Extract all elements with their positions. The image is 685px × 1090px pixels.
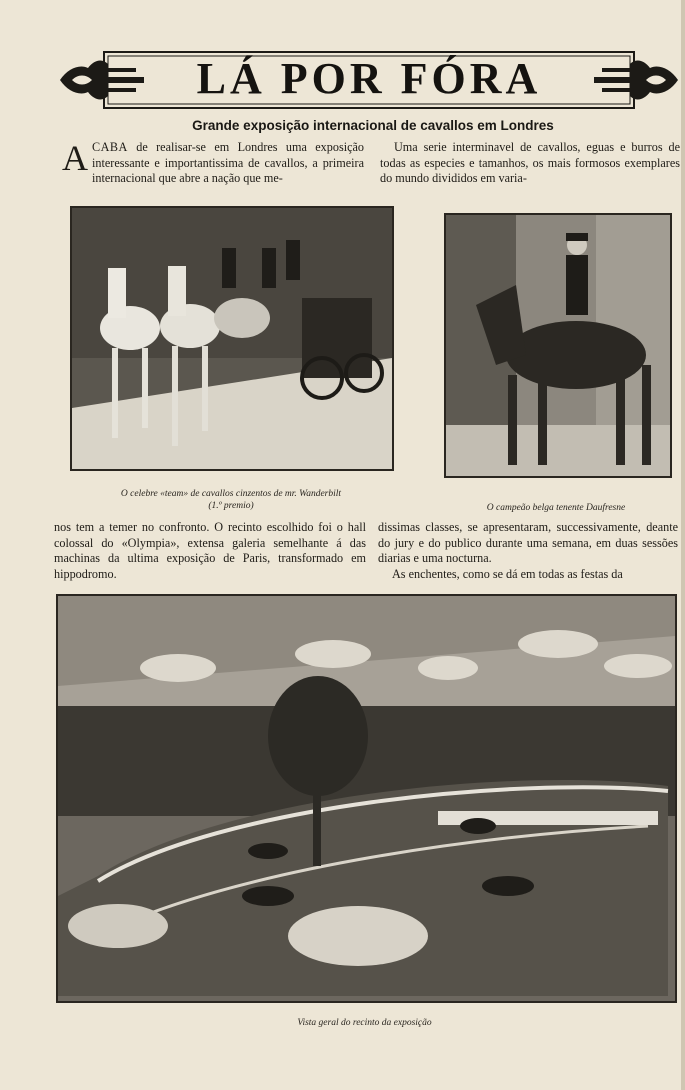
middle-right-column bbox=[378, 520, 678, 582]
page-edge bbox=[681, 0, 685, 1090]
middle-left-text: nos tem a temer no confronto. O recinto escolhido foi o hall colossal do «Olympia», extensa galeria semelhante á das machinas da ultima exposição de Paris, transformado em hippodromo. bbox=[54, 520, 366, 581]
team-caption-line-2: (1.º premio) bbox=[208, 501, 254, 511]
team-caption-line-1: O celebre «team» de cavallos cinzentos de mr. Wanderbilt bbox=[120, 489, 342, 499]
middle-right-text-1: dissimas classes, se apresentaram, successivamente, deante do jury e do publico durante uma semana, em duas sessões diarias e uma nocturna. bbox=[378, 520, 678, 566]
drop-cap: A bbox=[62, 138, 88, 178]
arena-caption: Vista geral do recinto da exposição bbox=[297, 1018, 432, 1028]
middle-left-column bbox=[54, 520, 366, 582]
arena-photo bbox=[56, 594, 677, 1003]
team-photo bbox=[70, 206, 394, 471]
ornament-right-icon bbox=[594, 61, 678, 100]
middle-right-text-2: As enchentes, como se dá em todas as festas da bbox=[392, 566, 623, 581]
article-subtitle: Grande exposição internacional de cavallos em Londres bbox=[192, 118, 554, 133]
intro-right-column bbox=[380, 140, 680, 187]
intro-left-text: de realisar-se em Londres uma exposição interessante e importantissima de cavallos, a primeira internacional que abre a nação que me- bbox=[92, 140, 364, 186]
intro-left-column bbox=[62, 140, 364, 187]
rider-photo bbox=[444, 213, 672, 478]
team-caption bbox=[66, 488, 396, 512]
rider-caption: O campeão belga tenente Daufresne bbox=[486, 503, 626, 513]
masthead bbox=[58, 46, 680, 114]
ornament-left-icon bbox=[60, 61, 144, 100]
intro-caps: CABA bbox=[92, 140, 128, 154]
page-title: LÁ POR FÓRA bbox=[196, 54, 542, 103]
intro-right-text: Uma serie interminavel de cavallos, eguas e burros de todas as especies e tamanhos, os mais formosos exemplares do mundo divididos em varia- bbox=[380, 140, 680, 186]
